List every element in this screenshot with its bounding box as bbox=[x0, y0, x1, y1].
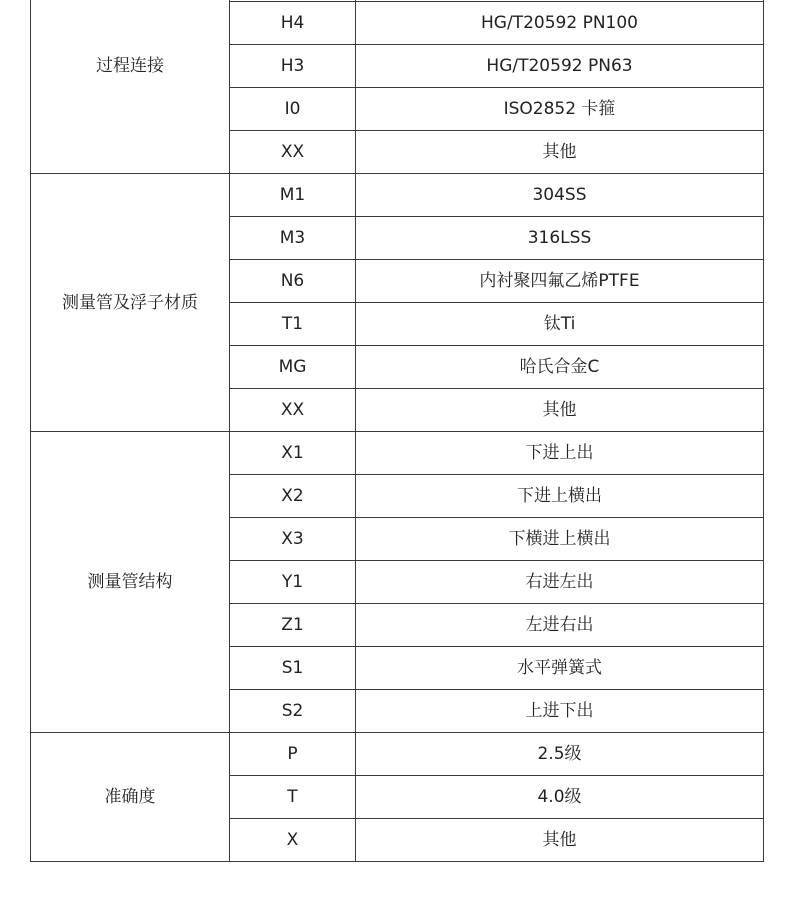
code-cell: H4 bbox=[230, 2, 356, 45]
code-cell: X3 bbox=[230, 518, 356, 561]
code-cell: M1 bbox=[230, 174, 356, 217]
description-cell: 上进下出 bbox=[356, 690, 764, 733]
description-cell: HG/T20592 PN63 bbox=[356, 45, 764, 88]
description-cell: 右进左出 bbox=[356, 561, 764, 604]
description-cell: 其他 bbox=[356, 819, 764, 862]
description-cell: HG/T20592 PN100 bbox=[356, 2, 764, 45]
code-cell: H3 bbox=[230, 45, 356, 88]
code-cell: I0 bbox=[230, 88, 356, 131]
code-cell: M3 bbox=[230, 217, 356, 260]
description-cell: 其他 bbox=[356, 131, 764, 174]
spec-table-body bbox=[31, 0, 764, 862]
code-cell: T bbox=[230, 776, 356, 819]
description-cell: 钛Ti bbox=[356, 303, 764, 346]
description-cell: 下横进上横出 bbox=[356, 518, 764, 561]
description-cell: 2.5级 bbox=[356, 733, 764, 776]
category-cell: 准确度 bbox=[31, 733, 230, 862]
table-row bbox=[31, 733, 764, 776]
description-cell: 哈氏合金C bbox=[356, 346, 764, 389]
code-cell: X bbox=[230, 819, 356, 862]
code-cell: N6 bbox=[230, 260, 356, 303]
description-cell: 316LSS bbox=[356, 217, 764, 260]
description-cell: 4.0级 bbox=[356, 776, 764, 819]
description-cell: 其他 bbox=[356, 389, 764, 432]
description-cell: 下进上横出 bbox=[356, 475, 764, 518]
code-cell: X1 bbox=[230, 432, 356, 475]
code-cell: XX bbox=[230, 131, 356, 174]
code-cell: P bbox=[230, 733, 356, 776]
code-cell: Z1 bbox=[230, 604, 356, 647]
code-cell: Y1 bbox=[230, 561, 356, 604]
description-cell: 304SS bbox=[356, 174, 764, 217]
table-row bbox=[31, 432, 764, 475]
description-cell: 水平弹簧式 bbox=[356, 647, 764, 690]
code-cell: XX bbox=[230, 389, 356, 432]
description-cell: ISO2852 卡箍 bbox=[356, 88, 764, 131]
code-cell: T1 bbox=[230, 303, 356, 346]
table-row bbox=[31, 174, 764, 217]
category-cell: 测量管及浮子材质 bbox=[31, 174, 230, 432]
description-cell: 内衬聚四氟乙烯PTFE bbox=[356, 260, 764, 303]
code-cell: X2 bbox=[230, 475, 356, 518]
code-cell: S1 bbox=[230, 647, 356, 690]
code-cell: MG bbox=[230, 346, 356, 389]
category-cell: 测量管结构 bbox=[31, 432, 230, 733]
description-cell: 下进上出 bbox=[356, 432, 764, 475]
description-cell: 左进右出 bbox=[356, 604, 764, 647]
category-cell: 过程连接 bbox=[31, 0, 230, 174]
code-cell: S2 bbox=[230, 690, 356, 733]
spec-table bbox=[30, 0, 764, 862]
